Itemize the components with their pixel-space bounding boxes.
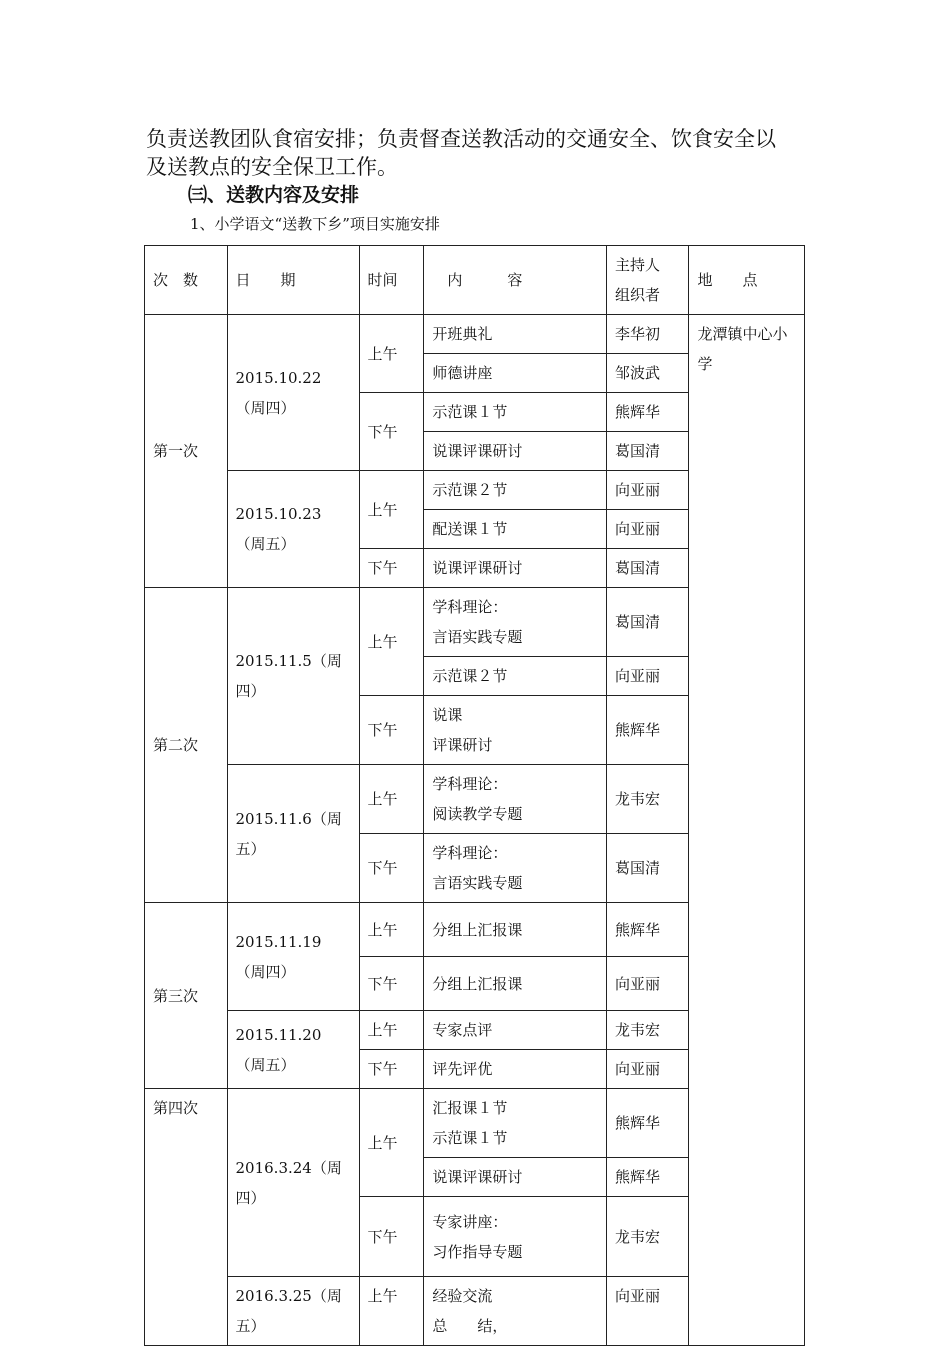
date-cell: 2015.11.20（周五） <box>227 1011 359 1089</box>
host-cell: 向亚丽 <box>606 957 689 1011</box>
content-cell: 开班典礼 <box>424 315 607 354</box>
content-cell: 说课 评课研讨 <box>424 696 607 765</box>
session-2: 第二次 <box>145 588 228 903</box>
host-cell: 葛国清 <box>606 588 689 657</box>
time-cell: 上午 <box>359 903 424 957</box>
host-cell: 熊辉华 <box>606 696 689 765</box>
host-cell: 龙韦宏 <box>606 1011 689 1050</box>
header-session: 次 数 <box>145 246 228 315</box>
host-cell: 熊辉华 <box>606 903 689 957</box>
time-cell: 下午 <box>359 1050 424 1089</box>
content-cell: 分组上汇报课 <box>424 957 607 1011</box>
header-time: 时间 <box>359 246 424 315</box>
date-cell: 2015.11.19（周四） <box>227 903 359 1011</box>
content-cell: 汇报课１节 示范课１节 <box>424 1089 607 1158</box>
host-cell: 熊辉华 <box>606 1158 689 1197</box>
host-cell: 葛国清 <box>606 834 689 903</box>
host-cell: 向亚丽 <box>606 1050 689 1089</box>
content-cell: 评先评优 <box>424 1050 607 1089</box>
date-cell: 2016.3.24（周四） <box>227 1089 359 1277</box>
host-cell: 向亚丽 <box>606 1277 689 1346</box>
content-cell: 分组上汇报课 <box>424 903 607 957</box>
host-cell: 向亚丽 <box>606 657 689 696</box>
location-cell: 龙潭镇中心小学 <box>689 315 805 1346</box>
host-cell: 葛国清 <box>606 432 689 471</box>
content-cell: 学科理论： 阅读教学专题 <box>424 765 607 834</box>
header-content: 内 容 <box>424 246 607 315</box>
time-cell: 下午 <box>359 393 424 471</box>
date-cell: 2015.10.22（周四） <box>227 315 359 471</box>
content-cell: 学科理论： 言语实践专题 <box>424 588 607 657</box>
header-host: 主持人 组织者 <box>606 246 689 315</box>
header-location: 地 点 <box>689 246 805 315</box>
host-cell: 龙韦宏 <box>606 1197 689 1277</box>
header-date: 日 期 <box>227 246 359 315</box>
content-cell: 专家讲座： 习作指导专题 <box>424 1197 607 1277</box>
host-cell: 向亚丽 <box>606 510 689 549</box>
schedule-table <box>144 245 805 1346</box>
content-cell: 示范课１节 <box>424 393 607 432</box>
host-cell: 熊辉华 <box>606 1089 689 1158</box>
session-1: 第一次 <box>145 315 228 588</box>
content-cell: 说课评课研讨 <box>424 1158 607 1197</box>
content-cell: 师德讲座 <box>424 354 607 393</box>
content-cell: 专家点评 <box>424 1011 607 1050</box>
content-cell: 配送课１节 <box>424 510 607 549</box>
content-cell: 说课评课研讨 <box>424 549 607 588</box>
time-cell: 上午 <box>359 765 424 834</box>
content-cell: 示范课２节 <box>424 471 607 510</box>
host-cell: 李华初 <box>606 315 689 354</box>
content-cell: 说课评课研讨 <box>424 432 607 471</box>
content-cell: 示范课２节 <box>424 657 607 696</box>
host-cell: 龙韦宏 <box>606 765 689 834</box>
time-cell: 下午 <box>359 549 424 588</box>
date-cell: 2015.11.5（周四） <box>227 588 359 765</box>
time-cell: 上午 <box>359 1089 424 1197</box>
time-cell: 上午 <box>359 1011 424 1050</box>
intro-line-2: 及送教点的安全保卫工作。 <box>146 155 398 179</box>
host-cell: 向亚丽 <box>606 471 689 510</box>
time-cell: 上午 <box>359 471 424 549</box>
session-4: 第四次 <box>145 1089 228 1346</box>
host-cell: 熊辉华 <box>606 393 689 432</box>
section-heading: ㈢、送教内容及安排 <box>188 184 360 206</box>
content-cell: 学科理论： 言语实践专题 <box>424 834 607 903</box>
time-cell: 下午 <box>359 1197 424 1277</box>
intro-line-1: 负责送教团队食宿安排；负责督查送教活动的交通安全、饮食安全以 <box>146 127 776 151</box>
time-cell: 上午 <box>359 1277 424 1346</box>
host-cell: 葛国清 <box>606 549 689 588</box>
date-cell: 2015.11.6（周五） <box>227 765 359 903</box>
date-cell: 2016.3.25（周五） <box>227 1277 359 1346</box>
content-cell: 经验交流 总 结， <box>424 1277 607 1346</box>
table-caption: 1、小学语文“送教下乡”项目实施安排 <box>190 215 440 233</box>
header-row <box>145 246 805 315</box>
time-cell: 下午 <box>359 834 424 903</box>
time-cell: 下午 <box>359 696 424 765</box>
time-cell: 下午 <box>359 957 424 1011</box>
session-3: 第三次 <box>145 903 228 1089</box>
date-cell: 2015.10.23（周五） <box>227 471 359 588</box>
time-cell: 上午 <box>359 315 424 393</box>
time-cell: 上午 <box>359 588 424 696</box>
host-cell: 邹波武 <box>606 354 689 393</box>
